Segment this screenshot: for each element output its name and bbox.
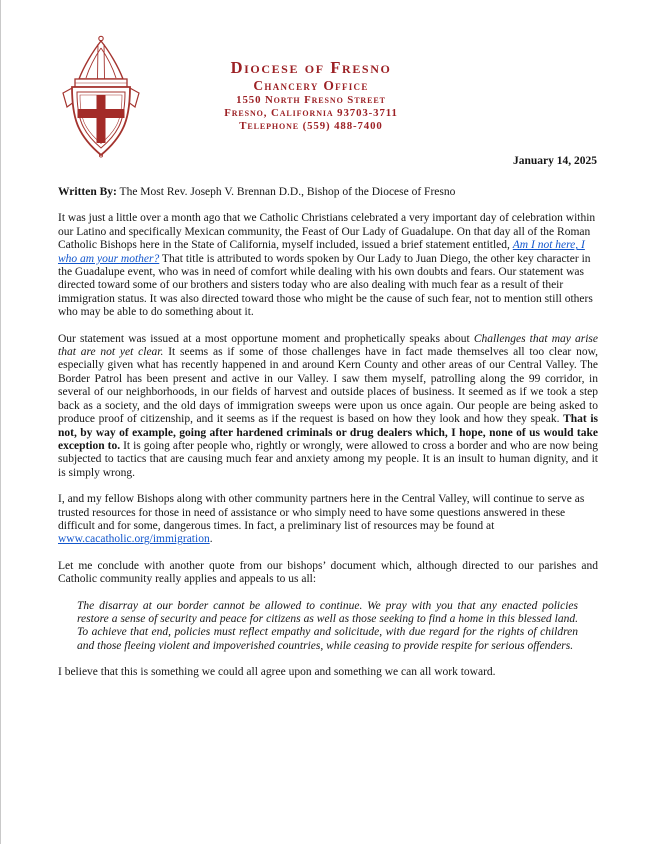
letter-body [58,212,598,679]
text-run: It seems as if some of those challenges have in fact made themselves all too clear now, especially given what has recently happened in and around Kern County and other areas of our Central Valley. The Border Patrol has been present and active in our Valley. I saw them myself, patrolling along the 99 corridor, in several of our neighborhoods, in our fields of harvest and outside places of business. It seemed as if we took a step back as a society, and the old days of immigration sweeps were upon us once again. Our people are being asked to produce proof of citizenship, and it seems as if the request is based on how they look and how they speak. [58,346,598,426]
text-run: That title is attributed to words spoken by Our Lady to Juan Diego, the other key character in the Guadalupe event, who was in need of comfort while dealing with his own doubts and fears. Our statement was directed toward some of our brothers and sisters today who are also dealing with much fear as a result of their immigration status. It was also directed toward those who might be the cause of such fear, not to mention still others who may be able to do something about it. [58,252,593,319]
text-run: That is not, by way of example, going after hardened criminals or drug dealers which, I hope, none of us would take exception to. [58,413,598,452]
letterhead [1,0,654,170]
byline-text: The Most Rev. Joseph V. Brennan D.D., Bishop of the Diocese of Fresno [116,186,456,198]
paragraph [58,493,598,547]
text-run: I believe that this is something we could all agree upon and something we can all work toward. [58,666,496,679]
address-city: Fresno, California 93703-3711 [224,107,398,119]
inline-link[interactable]: www.cacatholic.org/immigration [58,533,210,546]
text-run: It is going after people who, rightly or wrongly, were allowed to cross a border and who are now being subjected to tactics that are causing much fear and anxiety among my people. It is an insult to human dignity, and it is simply wrong. [58,439,598,479]
quote-paragraph [77,600,578,654]
letter-date: January 14, 2025 [512,155,597,167]
letterhead-text [224,58,398,133]
office-name: Chancery Office [253,78,369,93]
byline-label: Written By: [58,186,117,198]
inline-link[interactable]: Am I not here, I who am your mother? [58,239,585,265]
text-run: The disarray at our border cannot be allowed to continue. We pray with you that any enacted policies restore a sense of security and peace for citizens as well as those seeking to find a home in this blessed land. To achieve that end, policies must reflect empathy and solicitude, with due regard for the rights of children and those fleeing violent and impoverished countries, while ceasing to provide respite for serious offenders. [77,599,578,652]
text-run: Our statement was issued at a most opportune moment and prophetically speaks about [58,332,474,345]
byline [58,186,598,199]
coat-of-arms-icon [61,35,143,159]
organization-name: Diocese of Fresno [230,58,392,77]
text-run: It was just a little over a month ago that we Catholic Christians celebrated a very important day of celebration within our Latino and specifically Mexican community, the Feast of Our Lady of Guadalupe. On that day all of the Roman Catholic Bishops here in the State of California, myself included, issued a brief statement entitled, [58,212,596,252]
paragraph [58,560,598,587]
text-run: Let me conclude with another quote from our bishops’ document which, although directed to our parishes and Catholic community really applies and appeals to us all: [58,559,598,586]
text-run: . [209,533,213,546]
paragraph [58,666,598,679]
address-street: 1550 North Fresno Street [236,94,386,106]
text-run: Challenges that may arise that are not yet clear. [58,332,598,359]
letter-content [58,186,598,693]
paragraph [58,333,598,480]
text-run: I, and my fellow Bishops along with other community partners here in the Central Valley, will continue to serve as trusted resources for those in need of assistance or who simply need to have some questions answered in these difficult and for some, dangerous times. In fact, a preliminary list of resources may be found at [58,493,585,532]
paragraph [58,212,598,319]
telephone-line: Telephone (559) 488-7400 [239,120,383,132]
